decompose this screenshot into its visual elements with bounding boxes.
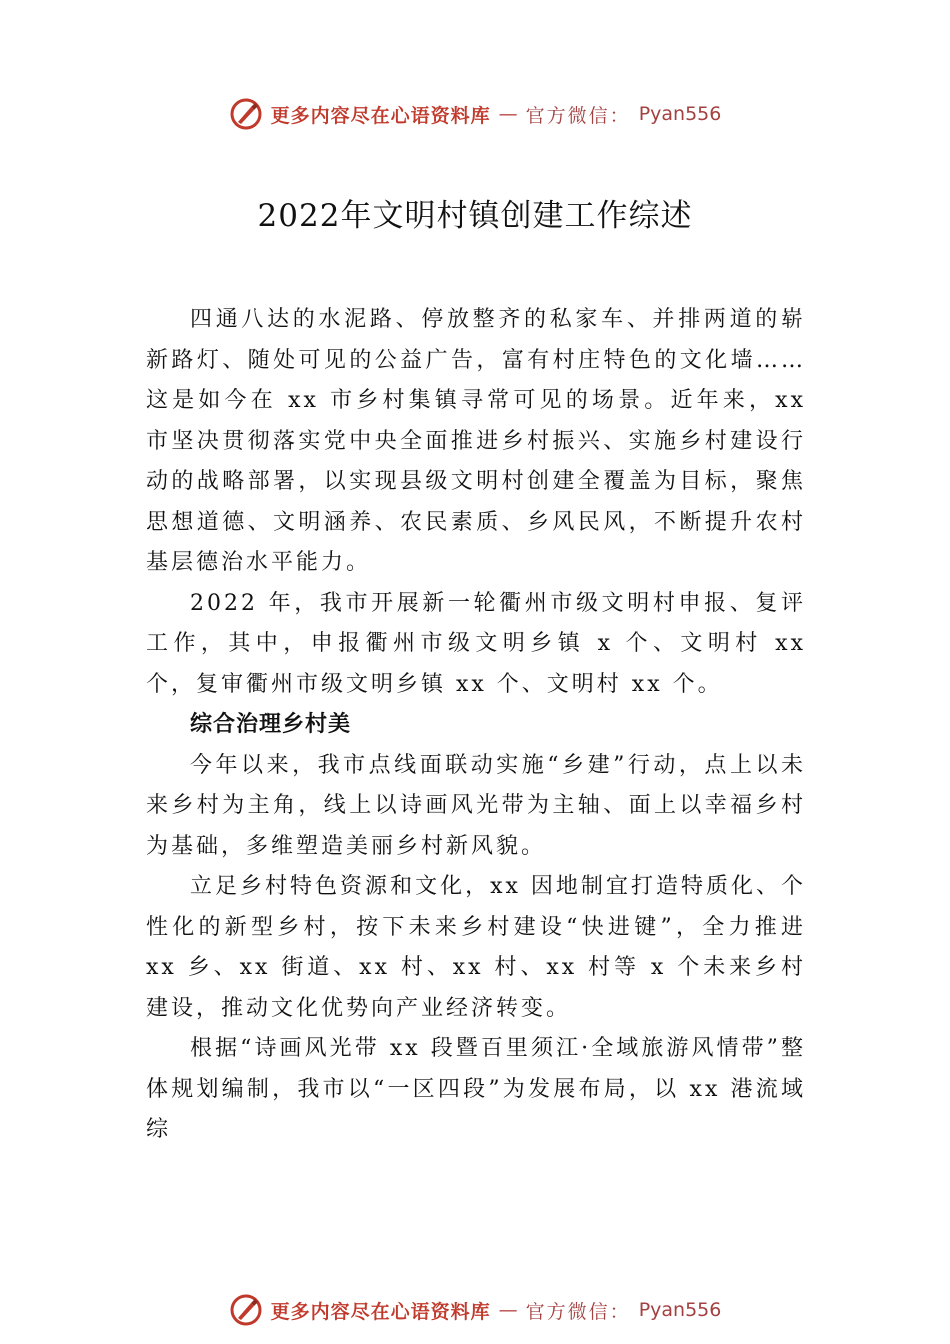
document-title: 2022年文明村镇创建工作综述: [257, 198, 693, 234]
section-paragraph: 立足乡村特色资源和文化，xx 因地制宜打造特质化、个性化的新型乡村，按下未来乡村建设“快进键”，全力推进 xx 乡、xx 街道、xx 村、xx 村、xx 村等 x 个未来乡村建设，推动文化优势向产业经济转变。: [146, 874, 806, 1021]
banner-separator: —: [498, 103, 518, 125]
header-banner: [0, 94, 950, 134]
banner-wechat-id: Pyan556: [638, 1299, 722, 1321]
banner-brand-text: 更多内容尽在心语资料库: [270, 104, 491, 127]
body-paragraph: 2022 年，我市开展新一轮衢州市级文明村申报、复评工作，其中，申报衢州市级文明乡镇 x 个、文明村 xx 个，复审衢州市级文明乡镇 xx 个、文明村 xx 个。: [146, 590, 806, 697]
banner-wechat-label: 官方微信：: [525, 104, 631, 127]
pen-seal-icon: [229, 1293, 263, 1327]
section-heading: 综合治理乡村美: [190, 712, 352, 737]
section-paragraph: 今年以来，我市点线面联动实施“乡建”行动，点上以未来乡村为主角，线上以诗画风光带为主轴、面上以幸福乡村为基础，多维塑造美丽乡村新风貌。: [146, 752, 806, 859]
document-body: [146, 300, 806, 1151]
banner-separator: —: [498, 1299, 518, 1321]
section-paragraph: 根据“诗画风光带 xx 段暨百里须江·全域旅游风情带”整体规划编制，我市以“一区四段”为发展布局，以 xx 港流域综: [146, 1036, 806, 1142]
banner-wechat-label: 官方微信：: [525, 1300, 631, 1323]
footer-banner: [0, 1290, 950, 1330]
banner-wechat-id: Pyan556: [638, 103, 722, 125]
body-paragraph: 四通八达的水泥路、停放整齐的私家车、并排两道的崭新路灯、随处可见的公益广告，富有村庄特色的文化墙……这是如今在 xx 市乡村集镇寻常可见的场景。近年来，xx 市坚决贯彻落实党中央全面推进乡村振兴、实施乡村建设行动的战略部署，以实现县级文明村创建全覆盖为目标，聚焦思想道德、文明涵养、农民素质、乡风民风，不断提升农村基层德治水平能力。: [146, 307, 806, 575]
banner-brand-text: 更多内容尽在心语资料库: [270, 1300, 491, 1323]
pen-seal-icon: [229, 97, 263, 131]
